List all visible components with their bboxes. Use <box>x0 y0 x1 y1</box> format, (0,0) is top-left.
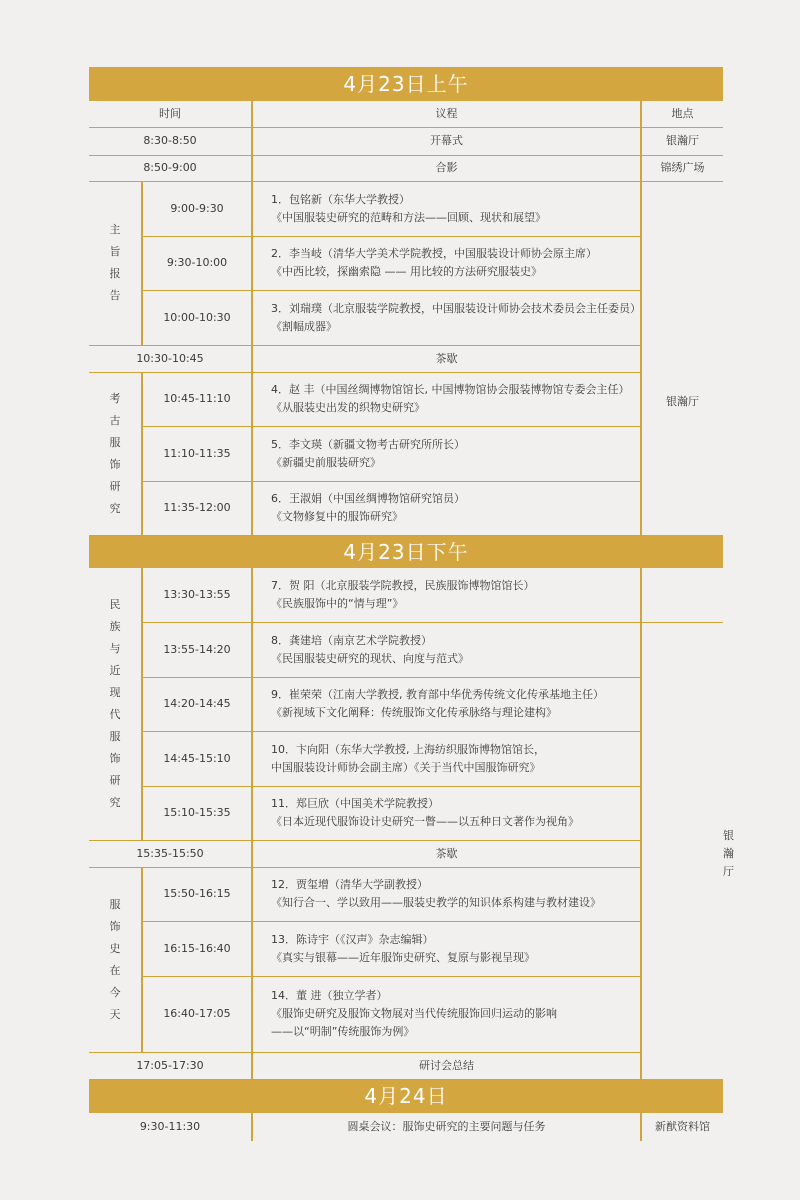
modern-row-4 <box>89 731 723 786</box>
afternoon-tea-time: 15:35-15:50 <box>89 840 252 867</box>
keynote-3-title: 《割幅成器》 <box>271 319 337 333</box>
keynote-3-time: 10:00-10:30 <box>142 290 252 345</box>
today-3-entry <box>252 976 641 1052</box>
modern-row-1: 民族与近现代服饰研究 13:30-13:55 7．贺 阳（北京服装学院教授，民族服饰博物馆馆长） 《民族服饰中的“情与理”》 银瀚厅 <box>89 568 723 622</box>
modern-3-entry <box>252 677 641 731</box>
today-1-entry <box>252 867 641 921</box>
modern-1-speaker: 7．贺 阳（北京服装学院教授，民族服饰博物馆馆长） <box>271 578 535 592</box>
modern-4-title: 中国服装设计师协会副主席）《关于当代中国服饰研究》 <box>271 760 541 774</box>
morning-banner-row <box>89 67 723 101</box>
arch-2-time: 11:10-11:35 <box>142 426 252 481</box>
modern-5-time: 15:10-15:35 <box>142 786 252 840</box>
summary-label: 研讨会总结 <box>252 1052 641 1079</box>
summary-time: 17:05-17:30 <box>89 1052 252 1079</box>
day2-banner-row <box>89 1079 723 1113</box>
keynote-2-title: 《中西比较，探幽索隐 —— 用比较的方法研究服装史》 <box>271 265 542 278</box>
morning-tea-row <box>89 345 723 372</box>
arch-3-speaker: 6．王淑娟（中国丝绸博物馆研究馆员） <box>271 492 465 505</box>
modern-4-time: 14:45-15:10 <box>142 731 252 786</box>
keynote-1-entry <box>252 181 641 236</box>
keynote-category: 主旨报告 <box>89 181 142 345</box>
arch-2-title: 《新疆史前服装研究》 <box>271 455 381 469</box>
afternoon-tea-row <box>89 840 723 867</box>
modern-2-title: 《民国服装史研究的现状、向度与范式》 <box>271 651 469 665</box>
keynote-3-entry <box>252 290 641 345</box>
afternoon-banner: 4月23日下午 <box>89 535 723 568</box>
keynote-row-2 <box>89 236 723 290</box>
summary-row <box>89 1052 723 1079</box>
opening-label: 开幕式 <box>252 127 641 155</box>
today-1-time: 15:50-16:15 <box>142 867 252 921</box>
modern-2-entry <box>252 622 641 677</box>
keynote-1-speaker: 1．包铭新（东华大学教授） <box>271 192 410 206</box>
day2-banner: 4月24日 <box>89 1079 723 1113</box>
opening-venue: 银瀚厅 <box>641 127 723 155</box>
arch-row-2 <box>89 426 723 481</box>
today-row-3 <box>89 976 723 1052</box>
today-3-title-cont: ——以“明制”传统服饰为例》 <box>271 1025 415 1038</box>
modern-row-2 <box>89 622 723 677</box>
schedule-table <box>89 67 734 1142</box>
roundtable-venue: 新猷资料馆 <box>655 1120 710 1133</box>
keynote-2-time: 9:30-10:00 <box>142 236 252 290</box>
modern-2-speaker: 8．龚建培（南京艺术学院教授） <box>271 633 432 647</box>
arch-2-entry <box>252 426 641 481</box>
today-2-title: 《真实与银幕——近年服饰史研究、复原与影视呈现》 <box>271 950 535 964</box>
today-row-1 <box>89 867 723 921</box>
modern-5-title: 《日本近现代服饰设计史研究一瞥——以五种日文著作为视角》 <box>271 815 579 828</box>
roundtable-time: 9:30-11:30 <box>89 1113 252 1141</box>
today-2-time: 16:15-16:40 <box>142 921 252 976</box>
today-row-2 <box>89 921 723 976</box>
morning-banner: 4月23日上午 <box>89 67 723 101</box>
modern-3-title: 《新视域下文化阐释：传统服饰文化传承脉络与理论建构》 <box>271 706 557 719</box>
afternoon-tea-label: 茶歇 <box>252 840 641 867</box>
modern-1-entry <box>252 568 641 622</box>
photo-label: 合影 <box>252 155 641 181</box>
arch-row-1 <box>89 372 723 426</box>
today-3-title: 《服饰史研究及服饰文物展对当代传统服饰回归运动的影响 <box>271 1007 557 1020</box>
photo-time: 8:50-9:00 <box>89 155 252 181</box>
opening-row <box>89 127 723 155</box>
modern-3-time: 14:20-14:45 <box>142 677 252 731</box>
arch-1-speaker: 4．赵 丰（中国丝绸博物馆馆长, 中国博物馆协会服装博物馆专委会主任） <box>271 383 630 396</box>
morning-tea-time: 10:30-10:45 <box>89 345 252 372</box>
header-time: 时间 <box>89 101 252 127</box>
keynote-2-speaker: 2．李当岐（清华大学美术学院教授，中国服装设计师协会原主席） <box>271 247 597 260</box>
arch-1-entry <box>252 372 641 426</box>
arch-row-3 <box>89 481 723 535</box>
modern-1-title: 《民族服饰中的“情与理”》 <box>271 596 404 610</box>
modern-row-5 <box>89 786 723 840</box>
modern-5-entry <box>252 786 641 840</box>
arch-2-speaker: 5．李文瑛（新疆文物考古研究所所长） <box>271 437 465 451</box>
modern-5-speaker: 11．郑巨欣（中国美术学院教授） <box>271 797 439 810</box>
today-category: 服饰史在今天 <box>89 867 142 1052</box>
today-1-title: 《知行合一、学以致用——服装史教学的知识体系构建与教材建设》 <box>271 896 601 909</box>
header-agenda: 议程 <box>252 101 641 127</box>
modern-row-3 <box>89 677 723 731</box>
roundtable-label: 圆桌会议：服饰史研究的主要问题与任务 <box>252 1113 641 1141</box>
morning-tea-label: 茶歇 <box>252 345 641 372</box>
modern-4-entry <box>252 731 641 786</box>
keynote-1-time: 9:00-9:30 <box>142 181 252 236</box>
roundtable-row <box>89 1113 723 1141</box>
arch-3-title: 《文物修复中的服饰研究》 <box>271 510 403 523</box>
photo-venue: 锦绣广场 <box>641 155 723 181</box>
modern-3-speaker: 9．崔荣荣（江南大学教授, 教育部中华优秀传统文化传承基地主任） <box>271 688 604 701</box>
keynote-2-entry <box>252 236 641 290</box>
keynote-row-3 <box>89 290 723 345</box>
morning-venue: 银瀚厅 <box>641 181 723 622</box>
keynote-row-1 <box>89 181 723 236</box>
archaeology-category: 考古服饰研究 <box>89 372 142 535</box>
today-1-speaker: 12．贾玺增（清华大学副教授） <box>271 878 428 891</box>
today-3-time: 16:40-17:05 <box>142 976 252 1052</box>
modern-1-time: 13:30-13:55 <box>142 568 252 622</box>
today-2-speaker: 13．陈诗宇（《汉声》杂志编辑） <box>271 932 434 946</box>
arch-3-entry <box>252 481 641 535</box>
modern-4-speaker: 10．卞向阳（东华大学教授, 上海纺织服饰博物馆馆长， <box>271 742 545 756</box>
afternoon-banner-row <box>89 535 723 568</box>
keynote-3-speaker: 3．刘瑞璞（北京服装学院教授，中国服装设计师协会技术委员会主任委员） <box>271 301 641 315</box>
today-2-entry <box>252 921 641 976</box>
keynote-1-title: 《中国服装史研究的范畴和方法——回顾、现状和展望》 <box>271 210 546 224</box>
arch-1-title: 《从服装史出发的织物史研究》 <box>271 401 425 414</box>
photo-row <box>89 155 723 181</box>
modern-category: 民族与近现代服饰研究 <box>89 568 142 840</box>
header-venue: 地点 <box>641 101 723 127</box>
opening-time: 8:30-8:50 <box>89 127 252 155</box>
today-3-speaker: 14．董 进（独立学者） <box>271 989 388 1002</box>
header-row <box>89 101 723 127</box>
arch-3-time: 11:35-12:00 <box>142 481 252 535</box>
arch-1-time: 10:45-11:10 <box>142 372 252 426</box>
modern-2-time: 13:55-14:20 <box>142 622 252 677</box>
